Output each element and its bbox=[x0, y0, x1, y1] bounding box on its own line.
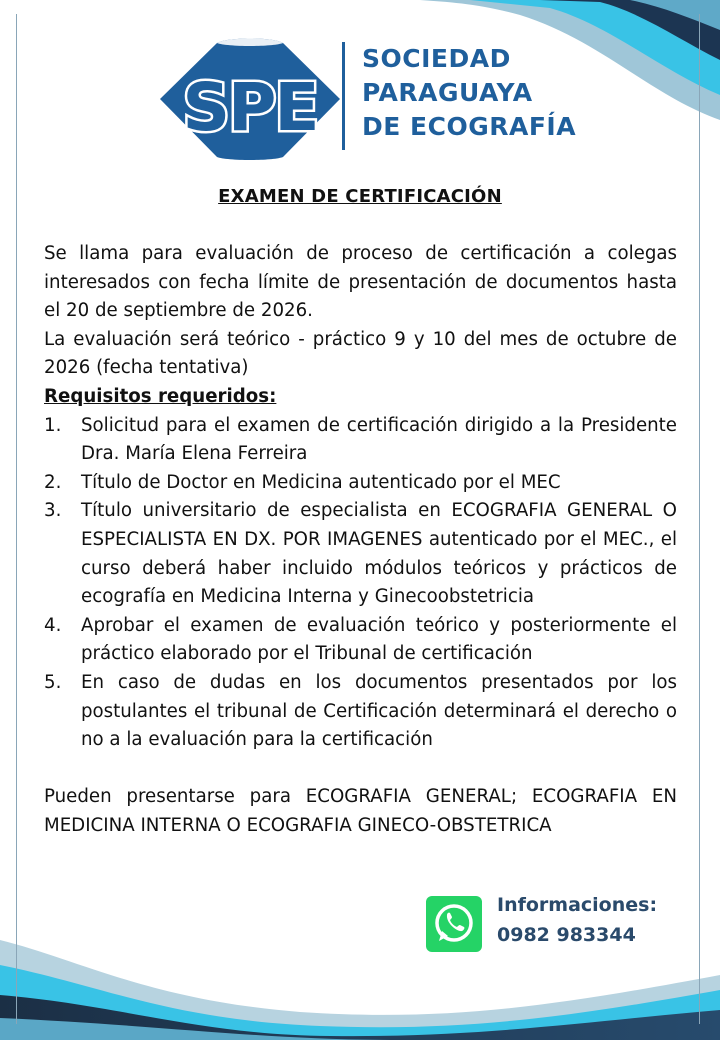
list-item bbox=[44, 412, 677, 469]
list-item-text: Título universitario de especialista en ECOGRAFIA GENERAL O ESPECIALISTA EN DX. POR IMAGENES autenticado por el MEC., el curso deberá haber incluido módulos teóricos y prácticos de ecografía en Medicina Interna y Ginecoobstetricia bbox=[81, 500, 677, 608]
contact-info bbox=[497, 890, 657, 950]
page-title: EXAMEN DE CERTIFICACIÓN bbox=[218, 186, 502, 207]
requirements-heading: Requisitos requeridos: bbox=[44, 385, 277, 407]
list-item-text: Aprobar el examen de evaluación teórico y posteriormente el práctico elaborado por el Tribunal de certificación bbox=[81, 614, 677, 665]
logo-divider bbox=[342, 42, 345, 150]
intro-paragraph: La evaluación será teórico - práctico 9 y 10 del mes de octubre de 2026 (fecha tentativa) bbox=[44, 328, 677, 379]
organization-name-line: PARAGUAYA bbox=[362, 78, 533, 107]
announcement-body bbox=[44, 240, 677, 840]
contact-label: Informaciones: bbox=[497, 894, 658, 916]
organization-name-line: SOCIEDAD bbox=[362, 44, 511, 73]
requirements-list bbox=[44, 412, 677, 755]
organization-name-line: DE ECOGRAFÍA bbox=[362, 112, 577, 141]
list-item bbox=[44, 469, 677, 498]
list-item-number: 4. bbox=[44, 614, 62, 636]
spacer bbox=[44, 755, 677, 784]
spe-logo bbox=[155, 35, 345, 160]
list-item bbox=[44, 669, 677, 755]
list-item-number: 5. bbox=[44, 671, 62, 693]
list-item-text: Solicitud para el examen de certificación dirigido a la Presidente Dra. María Elena Ferreira bbox=[81, 414, 677, 465]
list-item-text: En caso de dudas en los documentos presentados por los postulantes el tribunal de Certificación determinará el derecho o no a la evaluación para la certificación bbox=[81, 671, 677, 751]
list-item-number: 2. bbox=[44, 471, 62, 493]
list-item bbox=[44, 497, 677, 611]
intro-paragraph: Se llama para evaluación de proceso de certificación a colegas interesados con fecha límite de presentación de documentos hasta el 20 de septiembre de 2026. bbox=[44, 243, 677, 322]
list-item-number: 3. bbox=[44, 500, 62, 522]
contact-phone[interactable]: 0982 983344 bbox=[497, 924, 636, 946]
logo-abbr: SPE bbox=[182, 69, 318, 146]
list-item-text: Título de Doctor en Medicina autenticado por el MEC bbox=[81, 471, 561, 493]
organization-name bbox=[362, 42, 576, 144]
list-item bbox=[44, 612, 677, 669]
list-item-number: 1. bbox=[44, 414, 62, 436]
closing-paragraph: Pueden presentarse para ECOGRAFIA GENERAL; ECOGRAFIA EN MEDICINA INTERNA O ECOGRAFIA GINECO-OBSTETRICA bbox=[44, 786, 677, 836]
whatsapp-icon[interactable] bbox=[426, 896, 482, 952]
